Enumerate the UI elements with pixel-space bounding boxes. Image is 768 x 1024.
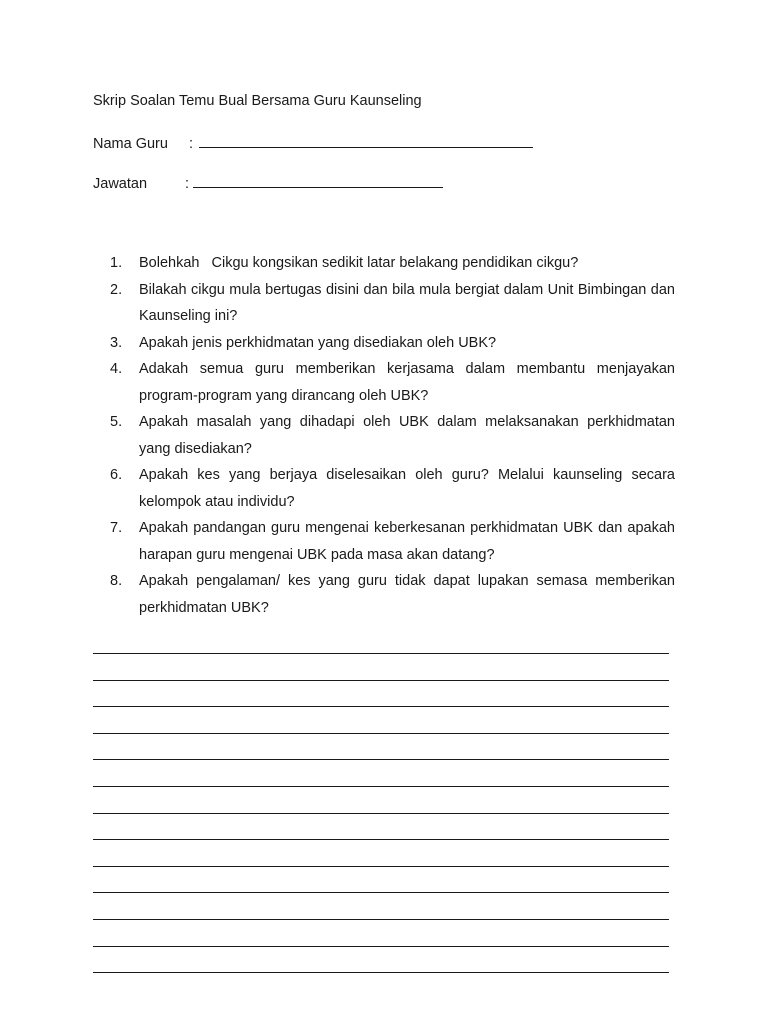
answer-line[interactable] [93,972,669,999]
answer-line[interactable] [93,680,669,707]
answer-line[interactable] [93,892,669,919]
question-number: 3. [110,334,123,351]
answer-lines [93,653,669,999]
question-text: Adakah semua guru memberikan kerjasama dalam membantu menjayakan program-program yang dirancang oleh UBK? [139,361,675,404]
jawatan-label: Jawatan [93,176,148,192]
question-item [110,568,675,621]
question-text: Apakah pengalaman/ kes yang guru tidak dapat lupakan semasa memberikan perkhidmatan UBK? [139,573,675,616]
question-item [110,250,675,277]
question-text: Bilakah cikgu mula bertugas disini dan bila mula bergiat dalam Unit Bimbingan dan Kaunseling ini? [139,281,675,324]
answer-line[interactable] [93,813,669,840]
question-number: 2. [110,281,123,298]
nama-guru-field [93,133,533,152]
question-number: 7. [110,520,123,536]
jawatan-blank[interactable] [193,173,443,188]
nama-guru-colon: : [189,136,194,152]
question-text: Apakah jenis perkhidmatan yang disediakan oleh UBK? [139,334,497,351]
question-text: Apakah kes yang berjaya diselesaikan oleh guru? Melalui kaunseling secara kelompok atau individu? [139,467,675,510]
nama-guru-blank[interactable] [199,133,533,148]
question-number: 6. [110,467,123,483]
question-text: Apakah masalah yang dihadapi oleh UBK dalam melaksanakan perkhidmatan yang disediakan? [139,414,675,457]
question-number: 8. [110,573,123,589]
answer-line[interactable] [93,839,669,866]
question-item [110,277,675,330]
answer-line[interactable] [93,733,669,760]
question-list [110,250,675,621]
question-item [110,515,675,568]
answer-line[interactable] [93,706,669,733]
question-text: Apakah pandangan guru mengenai keberkesanan perkhidmatan UBK dan apakah harapan guru mengenai UBK pada masa akan datang? [139,520,675,563]
document-title: Skrip Soalan Temu Bual Bersama Guru Kaunseling [93,93,422,109]
jawatan-field [93,173,443,192]
jawatan-colon: : [185,176,190,192]
answer-line[interactable] [93,946,669,973]
question-number: 1. [110,255,123,271]
question-number: 4. [110,361,123,377]
answer-line[interactable] [93,653,669,680]
answer-line[interactable] [93,919,669,946]
question-text: Bolehkah Cikgu kongsikan sedikit latar belakang pendidikan cikgu? [139,255,579,271]
answer-line[interactable] [93,786,669,813]
question-item [110,409,675,462]
answer-line[interactable] [93,759,669,786]
question-item [110,356,675,409]
question-number: 5. [110,414,123,430]
nama-guru-label: Nama Guru [93,136,168,152]
question-item [110,462,675,515]
answer-line[interactable] [93,866,669,893]
question-item [110,330,675,357]
